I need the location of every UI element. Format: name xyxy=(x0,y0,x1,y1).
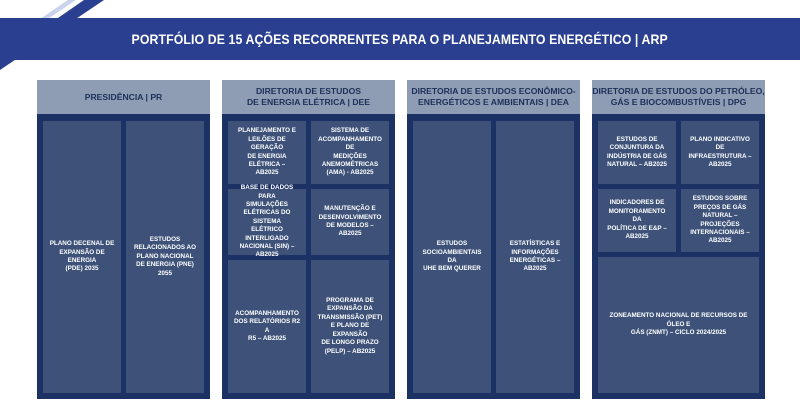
action-label: BASE DE DADOS PARA SIMULAÇÕES ELÉTRICAS DO SISTEMA ELÉTRICO INTERLIGADO NACIONAL (SIN) – AB2025 xyxy=(239,184,295,259)
action-label: ESTATÍSTICAS E INFORMAÇÕES ENERGÉTICAS – AB2025 xyxy=(509,240,561,273)
action-label: PLANEJAMENTO E LEILÕES DE GERAÇÃO DE ENERGIA ELÉTRICA – AB2025 xyxy=(238,127,296,177)
action-label: ACOMPANHAMENTO DOS RELATÓRIOS R2 A R5 – AB2025 xyxy=(234,309,301,342)
action-box-modelos xyxy=(311,189,389,255)
column-header xyxy=(222,80,395,114)
column-header-label: DIRETORIA DE ESTUDOS ECONÔMICO- ENERGÉTICOS E AMBIENTAIS | DEA xyxy=(411,86,576,107)
action-label: SISTEMA DE ACOMPANHAMENTO DE MEDIÇÕES ANEMOMÉTRICAS (AMA) - AB2025 xyxy=(318,127,382,177)
column-header-label: DIRETORIA DE ESTUDOS DE ENERGIA ELÉTRICA | DEE xyxy=(246,86,371,107)
action-label: MANUTENÇÃO E DESENVOLVIMENTO DE MODELOS – AB2025 xyxy=(318,205,382,238)
column-header xyxy=(37,80,210,114)
action-label: ESTUDOS RELACIONADOS AO PLANO NACIONAL DE ENERGIA (PNE) 2055 xyxy=(133,235,197,277)
column-header-label: DIRETORIA DE ESTUDOS DO PETRÓLEO, GÁS E BIOCOMBUSTÍVEIS | DPG xyxy=(592,86,765,107)
action-box-ama xyxy=(311,121,389,184)
action-label: ESTUDOS DE CONJUNTURA DA INDÚSTRIA DE GÁS NATURAL – AB2025 xyxy=(607,135,667,168)
column-dee xyxy=(222,80,395,399)
action-box-base-dados xyxy=(228,184,306,259)
action-box-estatisticas xyxy=(496,121,574,393)
action-label: ESTUDOS SOBRE PREÇOS DE GÁS NATURAL – PROJEÇÕES INTERNACIONAIS – AB2025 xyxy=(690,195,750,245)
action-box-precos-gas xyxy=(681,189,759,252)
action-label: ESTUDOS SOCIOAMBIENTAIS DA UHE BEM QUERER xyxy=(422,240,482,273)
action-label: PLANO INDICATIVO DE INFRAESTRUTURA – AB2025 xyxy=(688,135,752,168)
action-label: PLANO DECENAL DE EXPANSÃO DE ENERGIA (PDE) 2035 xyxy=(49,240,115,273)
column-header xyxy=(407,80,580,114)
column-dpg xyxy=(592,80,765,399)
title-banner xyxy=(0,18,800,60)
action-box-pne xyxy=(126,121,204,393)
column-presidencia xyxy=(37,80,210,399)
action-box-pde xyxy=(43,121,121,393)
action-box-uhe xyxy=(413,121,491,393)
action-label: PROGRAMA DE EXPANSÃO DA TRANSMISSÃO (PET) E PLANO DE EXPANSÃO DE LONGO PRAZO (PELP) – AB2025 xyxy=(317,297,383,355)
action-box-infraestrutura xyxy=(681,121,759,184)
action-label: ZONEAMENTO NACIONAL DE RECURSOS DE ÓLEO E GÁS (ZNMT) – CICLO 2024/2025 xyxy=(609,312,748,337)
action-box-indicadores xyxy=(598,189,676,252)
column-header xyxy=(592,80,765,114)
action-box-pet-pelp xyxy=(311,260,389,393)
action-box-znmt xyxy=(598,257,759,393)
action-box-leiloes xyxy=(228,121,306,184)
action-box-conjuntura xyxy=(598,121,676,184)
page-title: PORTFÓLIO DE 15 AÇÕES RECORRENTES PARA O PLANEJAMENTO ENERGÉTICO | ARP xyxy=(131,31,669,47)
column-header-label: PRESIDÊNCIA | PR xyxy=(84,91,163,102)
action-label: INDICADORES DE MONITORAMENTO DA POLÍTICA DE E&P – AB2025 xyxy=(607,199,667,241)
action-box-relatorios xyxy=(228,260,306,393)
column-dea xyxy=(407,80,580,399)
